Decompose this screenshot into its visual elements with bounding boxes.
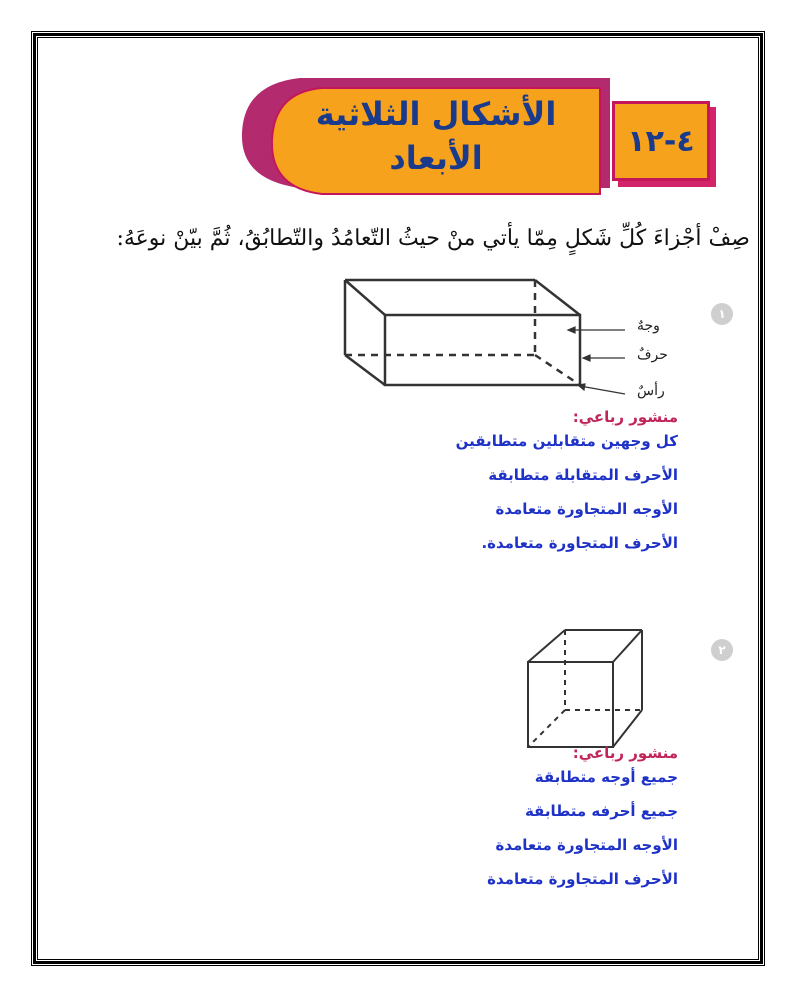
title-line-2: الأبعاد bbox=[389, 139, 483, 177]
label-face: وجهٌ bbox=[637, 318, 660, 334]
answer-line: جميع أحرفه متطابقة bbox=[524, 802, 678, 820]
instruction-text: صِفْ أجْزاءَ كُلِّ شَكلٍ مِمّا يأتي منْ حيثُ التّعامُدُ والتّطابُقُ، ثُمَّ بيّنْ نوعَهُ: bbox=[116, 226, 750, 251]
cube-figure bbox=[520, 622, 650, 752]
exercise-number-2: ٢ bbox=[711, 639, 733, 661]
label-vertex: رأسٌ bbox=[637, 383, 665, 399]
answer-line: الأحرف المتجاورة متعامدة. bbox=[481, 534, 678, 552]
rectangular-prism-figure bbox=[335, 270, 685, 420]
label-edge: حرفٌ bbox=[637, 347, 668, 363]
exercise-number-1: ١ bbox=[711, 303, 733, 325]
lesson-number: ٤-١٢ bbox=[627, 123, 695, 159]
answer-line: الأوجه المتجاورة متعامدة bbox=[495, 836, 678, 854]
exercise2-answer bbox=[487, 744, 678, 888]
answer-line: جميع أوجه متطابقة bbox=[534, 768, 678, 786]
answer-heading: منشور رباعي: bbox=[572, 744, 678, 762]
answer-line: كل وجهين متقابلين متطابقين bbox=[455, 432, 678, 450]
lesson-title bbox=[286, 92, 586, 180]
answer-line: الأحرف المتقابلة متطابقة bbox=[488, 466, 678, 484]
title-line-1: الأشكال الثلاثية bbox=[315, 95, 557, 133]
lesson-number-badge bbox=[612, 101, 710, 181]
answer-heading: منشور رباعي: bbox=[572, 408, 678, 426]
answer-line: الأحرف المتجاورة متعامدة bbox=[487, 870, 678, 888]
exercise1-answer bbox=[456, 408, 678, 552]
answer-line: الأوجه المتجاورة متعامدة bbox=[495, 500, 678, 518]
